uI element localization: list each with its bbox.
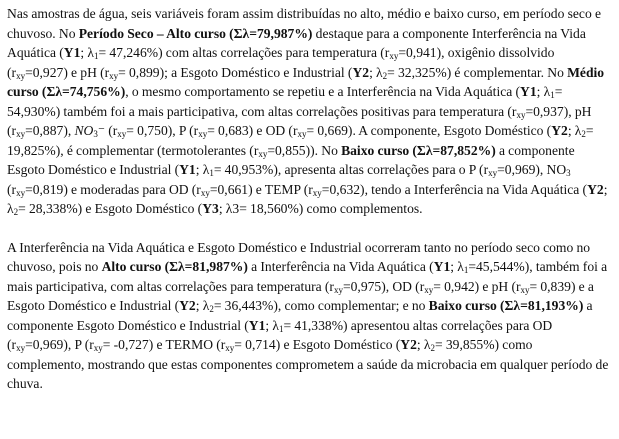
italic-text-run: NO: [74, 123, 94, 138]
text-run: = 0,714) e Esgoto Doméstico (: [234, 337, 401, 352]
text-run: ; λ: [195, 298, 210, 313]
text-run: = 47,246%) com altas correlações para temperatura (r: [98, 45, 390, 60]
subscript-run: xy: [297, 129, 307, 139]
text-run: =0,975), OD (r: [342, 278, 425, 294]
subscript-run: 1: [550, 90, 555, 100]
text-run: = 36,443%), como complementar; e no: [213, 298, 429, 313]
text-run: = 0,839) e a Esgoto Doméstico e Industrial (: [7, 278, 594, 313]
text-run: =0,855)). No: [267, 142, 342, 158]
subscript-run: xy: [389, 51, 399, 61]
text-run: destaque para a componente Interferência na Vida Aquática (: [7, 25, 586, 60]
text-run: a componente Esgoto Doméstico e Industrial (: [7, 142, 575, 177]
text-run: = 0,750), P (r: [126, 123, 199, 138]
text-run: = 0,899); a Esgoto Doméstico e Industrial (: [118, 64, 353, 80]
text-run: =0,969), NO: [497, 162, 567, 177]
text-run: A Interferência na Vida Aquática e Esgoto Doméstico e Industrial ocorreram tanto no período seco como no chuvoso, pois no: [7, 239, 591, 274]
subscript-run: 3: [93, 129, 98, 139]
subscript-run: 2: [209, 304, 214, 314]
subscript-run: 1: [94, 51, 99, 61]
subscript-run: xy: [93, 343, 103, 353]
text-run: =0,819) e moderadas para OD (r: [25, 181, 201, 197]
text-run: a componente Esgoto Doméstico e Industrial (: [7, 298, 593, 333]
text-run: ; λ: [265, 317, 279, 333]
subscript-run: xy: [312, 187, 322, 198]
text-run: ; λ: [369, 64, 383, 80]
paragraph-periodo-seco: [7, 4, 613, 219]
text-run: ; λ: [7, 181, 608, 216]
subscript-run: 2: [382, 70, 388, 81]
text-run: = 54,930%) também foi a mais participativa, com altas correlações positivas para temperatura (r: [7, 84, 563, 119]
paragraph-periodo-chuvoso: [7, 238, 613, 394]
subscript-run: xy: [424, 284, 434, 295]
text-run: = 0,669). A componente, Esgoto Doméstico (: [306, 123, 552, 138]
text-run: ; λ: [536, 84, 551, 99]
italic-text-run: ⁻: [97, 123, 106, 138]
bold-text-run: Y2: [352, 64, 370, 80]
text-run: ; λ: [195, 162, 210, 177]
text-run: = 28,338%) e Esgoto Doméstico (: [18, 201, 203, 216]
text-run: a Interferência na Vida Aquática (: [247, 259, 434, 274]
subscript-run: 3: [566, 168, 571, 178]
bold-text-run: Y1: [179, 162, 196, 177]
bold-text-run: Y1: [248, 317, 266, 333]
text-run: ; λ: [450, 259, 464, 274]
bold-text-run: Y1: [520, 84, 537, 99]
subscript-run: xy: [488, 168, 498, 178]
text-run: ; λ: [416, 337, 431, 352]
bold-text-run: Baixo curso (Σλ=81,193%): [428, 298, 584, 313]
text-run: =0,969), P (r: [25, 337, 94, 352]
subscript-run: xy: [117, 129, 127, 139]
bold-text-run: Y2: [551, 123, 568, 138]
bold-text-run: Y2: [587, 181, 604, 197]
text-run: = 0,683) e OD (r: [207, 123, 298, 138]
bold-text-run: Alto curso (Σλ=81,987%): [101, 259, 248, 274]
subscript-run: xy: [198, 129, 208, 139]
subscript-run: xy: [200, 187, 210, 198]
text-run: (r: [105, 123, 118, 138]
bold-text-run: Y1: [433, 259, 451, 274]
subscript-run: xy: [516, 109, 526, 120]
text-run: , o mesmo comportamento se repetiu e a Interferência na Vida Aquática (: [125, 84, 521, 99]
text-run: =0,937), pH (r: [7, 103, 592, 138]
text-run: = 0,942) e pH (r: [433, 278, 521, 294]
subscript-run: 1: [209, 168, 214, 178]
subscript-run: xy: [16, 187, 26, 198]
text-run: ; λ3= 18,560%) como complementos.: [218, 201, 423, 216]
text-run: = 32,325%) é complementar. No: [387, 64, 568, 80]
text-run: =0,632), tendo a Interferência na Vida Aquática (: [321, 181, 588, 197]
subscript-run: xy: [16, 129, 26, 139]
text-run: = 41,338%) apresentou altas correlações para OD (r: [7, 317, 553, 352]
subscript-run: 1: [278, 323, 284, 334]
text-run: =0,887),: [25, 123, 75, 138]
text-run: = 39,855%) como complemento, mostrando que estas componentes comprometem a saúde da microbacia em qualquer período de chuva.: [7, 337, 609, 391]
bold-text-run: Baixo curso (Σλ=87,852%): [341, 142, 496, 158]
text-run: (r: [7, 181, 17, 197]
text-run: =0,927) e pH (r: [25, 64, 110, 80]
bold-text-run: Y2: [400, 337, 417, 352]
subscript-run: xy: [16, 70, 26, 81]
text-run: =0,941), oxigênio dissolvido (r: [7, 45, 555, 80]
bold-text-run: Y1: [63, 45, 81, 60]
bold-text-run: Y2: [179, 298, 196, 313]
text-run: = 40,953%), apresenta altas correlações para o P (r: [213, 162, 489, 177]
subscript-run: 1: [463, 265, 469, 275]
subscript-run: xy: [333, 284, 343, 295]
subscript-run: xy: [16, 343, 26, 353]
subscript-run: xy: [520, 284, 530, 295]
subscript-run: 2: [581, 129, 586, 139]
text-run: ; λ: [567, 123, 582, 138]
text-run: = 19,825%), é complementar (termotolerantes (r: [7, 123, 594, 158]
subscript-run: xy: [225, 343, 235, 353]
text-run: =45,544%), também foi a mais participativa, com altas correlações para temperatura (r: [7, 259, 608, 294]
bold-text-run: Médio curso (Σλ=74,756%): [7, 64, 605, 99]
text-run: ; λ: [80, 45, 94, 60]
text-run: = -0,727) e TERMO (r: [102, 337, 226, 352]
text-run: Nas amostras de água, seis variáveis foram assim distribuídas no alto, médio e baixo curso, em período seco e chuvoso. No: [7, 6, 601, 41]
subscript-run: 2: [13, 207, 19, 217]
subscript-run: xy: [109, 70, 119, 81]
text-run: =0,661) e TEMP (r: [209, 181, 313, 197]
subscript-run: xy: [258, 148, 268, 159]
subscript-run: 2: [430, 343, 435, 353]
bold-text-run: Período Seco – Alto curso (Σλ=79,987%): [78, 25, 313, 41]
bold-text-run: Y3: [202, 201, 219, 216]
